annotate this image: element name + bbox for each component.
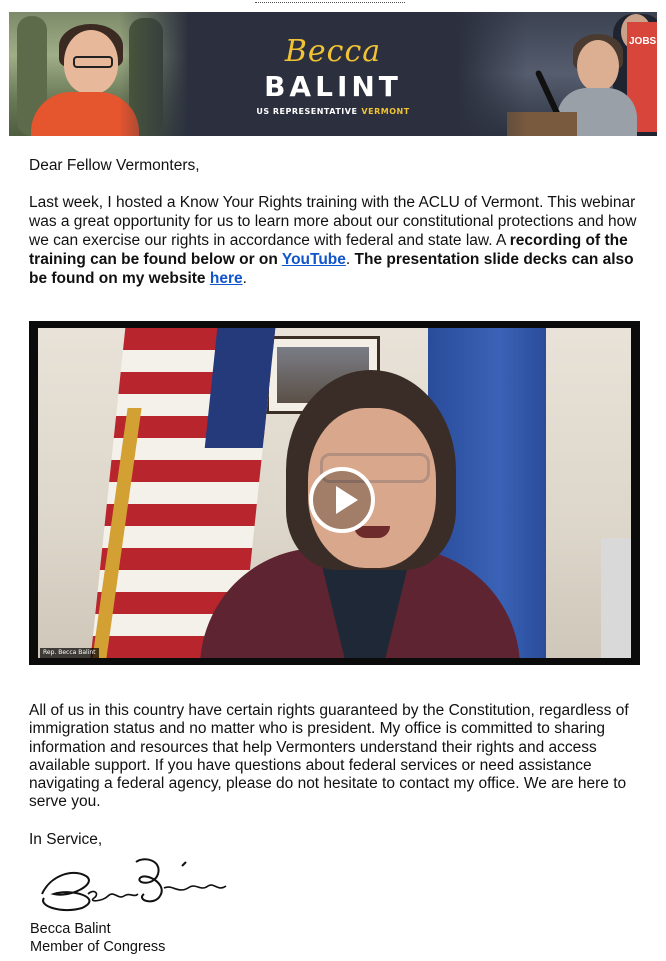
header-banner	[9, 12, 657, 136]
brand-first-name: Becca	[284, 34, 382, 69]
signer-title: Member of Congress	[30, 939, 166, 955]
brand-subtitle: US REPRESENTATIVE VERMONT	[256, 107, 410, 116]
youtube-link[interactable]: YouTube	[281, 251, 346, 268]
video-frame	[38, 328, 631, 658]
speaker-name-tag: Rep. Becca Balint	[40, 648, 99, 658]
closing: In Service,	[29, 831, 103, 848]
video-thumbnail[interactable]	[29, 321, 640, 665]
top-clipped-edge	[0, 0, 666, 12]
handwritten-signature	[32, 854, 232, 914]
campaign-sign: JOBS	[627, 22, 657, 132]
play-icon[interactable]	[309, 467, 375, 533]
body-paragraph: All of us in this country have certain rights guaranteed by the Constitution, regardless of immigration status and no matter who is president. My office is committed to sharing information and resources that help Vermonters understand their rights and access available support. If you have questions about federal services or need assistance navigating a federal agency, please do not hesitate to contact my office. We are here to serve you.	[29, 702, 629, 811]
intro-paragraph: Last week, I hosted a Know Your Rights training with the ACLU of Vermont. This webinar was a great opportunity for us to learn more about our constitutional protections and how we can exercise our rights in accordance with federal and state law. A recording of the training can be found below or on YouTube. The presentation slide decks can also be found on my website here.	[29, 194, 637, 287]
brand-last-name: BALINT	[264, 70, 402, 103]
greeting: Dear Fellow Vermonters,	[29, 157, 200, 174]
website-link[interactable]: here	[209, 270, 243, 287]
signer-name: Becca Balint	[30, 921, 111, 937]
signature-block	[30, 920, 165, 956]
